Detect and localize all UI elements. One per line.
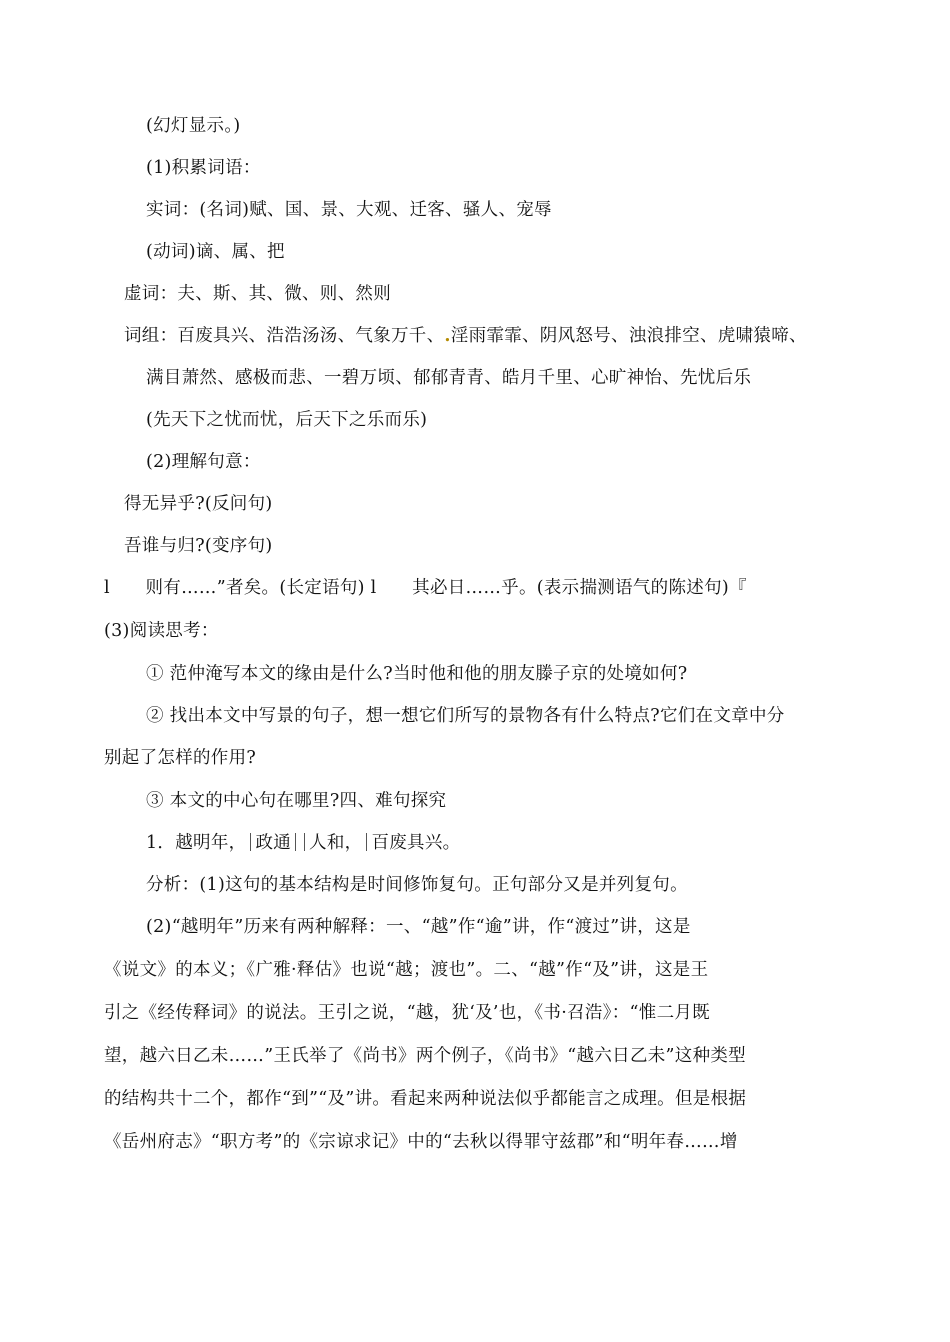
phrases-line-1	[124, 324, 807, 348]
function-words: 虚词：夫、斯、其、微、则、然则	[124, 284, 391, 304]
sentence-rhetorical: 得无异乎?(反问句)	[124, 494, 273, 514]
analysis-2-cont-3: 望，越六日乙未……”王氏举了《尚书》两个例子，《尚书》“越六日乙未”这种类型	[104, 1046, 746, 1066]
section-vocabulary-heading: (1)积累词语：	[146, 158, 261, 178]
divider-mark	[295, 833, 296, 851]
divider-mark	[250, 833, 251, 851]
famous-quote: (先天下之忧而忧，后天下之乐而乐)	[146, 410, 428, 430]
slide-note: (幻灯显示。)	[146, 116, 241, 136]
phrases-part-b: 淫雨霏霏、阴风怒号、浊浪排空、虎啸猿啼、	[450, 326, 807, 346]
analysis-2-cont-1: 《说文》的本义；《广雅·释估》也说“越；渡也”。二、“越”作“及”讲，这是王	[104, 960, 709, 980]
example-sentence-1	[146, 831, 460, 855]
question-2-continued: 别起了怎样的作用?	[104, 748, 257, 768]
content-words-verbs: (动词)谪、属、把	[146, 242, 285, 262]
question-2: ② 找出本文中写景的句子，想一想它们所写的景物各有什么特点?它们在文章中分	[146, 706, 785, 726]
section-reading-heading: (3)阅读思考：	[104, 621, 219, 641]
question-1: ① 范仲淹写本文的缘由是什么?当时他和他的朋友滕子京的处境如何?	[146, 664, 688, 684]
phrases-part-a: 词组：百废具兴、浩浩汤汤、气象万千、	[124, 326, 445, 346]
analysis-2-cont-4: 的结构共十二个，都作“到”“及”讲。看起来两种说法似乎都能言之成理。但是根据	[104, 1089, 747, 1109]
analysis-1: 分析：(1)这句的基本结构是时间修饰复句。正句部分又是并列复句。	[146, 875, 688, 895]
analysis-2-cont-2: 引之《经传释词》的说法。王引之说，“越，犹‘及’也，《书·召浩》：“惟二月既	[104, 1003, 710, 1023]
divider-mark	[366, 833, 367, 851]
analysis-2: (2)“越明年”历来有两种解释：一、“越”作“逾”讲，作“渡过”讲，这是	[146, 917, 691, 937]
example-part-time: 1．越明年，	[146, 833, 247, 853]
example-part-baifei: 百废具兴。	[371, 833, 461, 853]
section-sentences-heading: (2)理解句意：	[146, 452, 261, 472]
divider-mark	[304, 833, 305, 851]
question-3: ③ 本文的中心句在哪里?四、难句探究	[146, 791, 447, 811]
example-part-renhe: 人和，	[309, 833, 363, 853]
sentence-attributive-and-conjecture: l 则有……”者矣。(长定语句) l 其必日……乎。(表示揣测语气的陈述句)『	[104, 578, 747, 598]
phrases-line-2: 满目萧然、感极而悲、一碧万顷、郁郁青青、皓月千里、心旷神怡、先忧后乐	[146, 368, 752, 388]
content-words-nouns: 实词：(名词)赋、国、景、大观、迁客、骚人、宠辱	[146, 200, 552, 220]
example-part-zhengtong: 政通	[255, 833, 292, 853]
stray-dot-mark: .	[444, 326, 451, 346]
analysis-2-cont-5: 《岳州府志》“职方考”的《宗谅求记》中的“去秋以得罪守兹郡”和“明年春……增	[104, 1132, 738, 1152]
sentence-inverted: 吾谁与归?(变序句)	[124, 536, 273, 556]
